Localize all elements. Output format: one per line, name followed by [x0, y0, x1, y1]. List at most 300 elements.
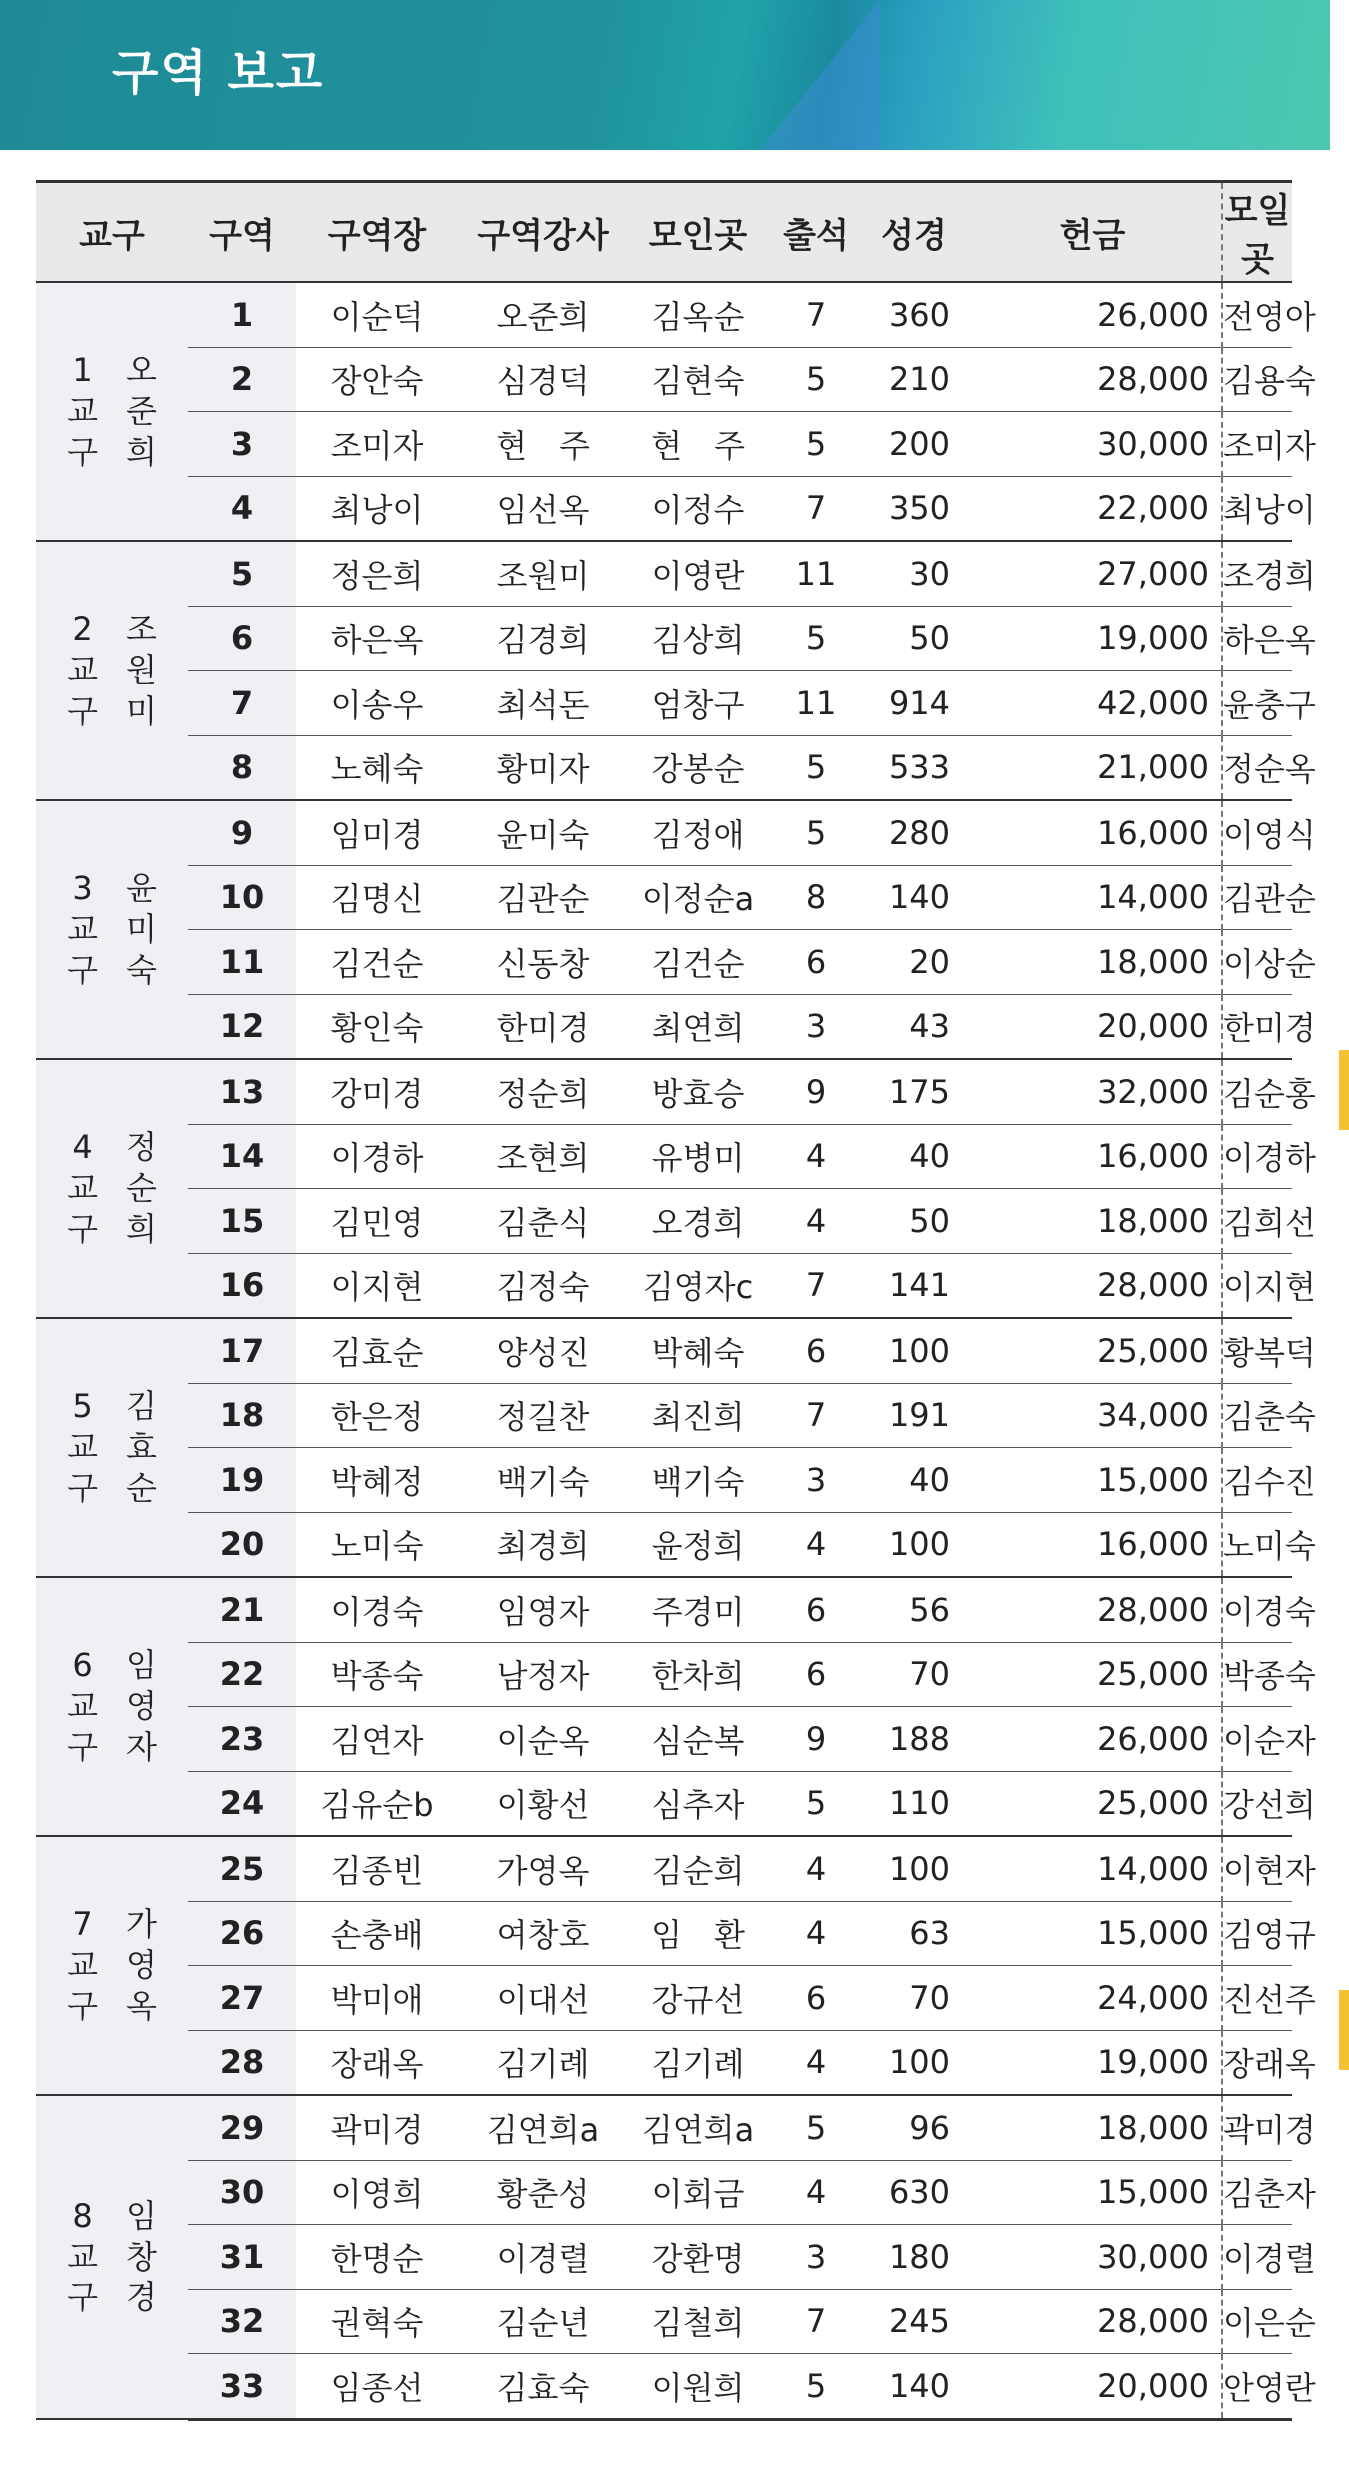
cell-teacher: 신동창 — [458, 930, 628, 995]
cell-guyeok-number: 6 — [188, 606, 296, 671]
cell-leader: 장안숙 — [296, 347, 458, 412]
cell-leader: 최낭이 — [296, 476, 458, 541]
cell-leader: 박혜정 — [296, 1448, 458, 1513]
table-row — [36, 1901, 1292, 1966]
cell-leader: 이경하 — [296, 1124, 458, 1189]
cell-offering: 14,000 — [964, 865, 1222, 930]
cell-guyeok-number: 1 — [188, 282, 296, 347]
cell-offering: 15,000 — [964, 2160, 1222, 2225]
cell-next-place: 이지현 — [1222, 1253, 1292, 1318]
cell-meeting-place: 심순복 — [628, 1707, 768, 1772]
cell-bible: 40 — [864, 1124, 964, 1189]
cell-offering: 21,000 — [964, 735, 1222, 800]
cell-leader: 정은희 — [296, 541, 458, 606]
cell-meeting-place: 이정수 — [628, 476, 768, 541]
cell-offering: 25,000 — [964, 1318, 1222, 1383]
cell-next-place: 곽미경 — [1222, 2095, 1292, 2160]
cell-next-place: 황복덕 — [1222, 1318, 1292, 1383]
cell-next-place: 최낭이 — [1222, 476, 1292, 541]
cell-guyeok-number: 31 — [188, 2225, 296, 2290]
cell-bible: 43 — [864, 994, 964, 1059]
cell-bible: 188 — [864, 1707, 964, 1772]
cell-meeting-place: 유병미 — [628, 1124, 768, 1189]
gyogu-leader-name: 임 영 자 — [126, 1646, 157, 1766]
cell-teacher: 김연희a — [458, 2095, 628, 2160]
cell-teacher: 정길찬 — [458, 1383, 628, 1448]
cell-next-place: 이은순 — [1222, 2289, 1292, 2354]
cell-next-place: 노미숙 — [1222, 1512, 1292, 1577]
cell-guyeok-number: 28 — [188, 2030, 296, 2095]
cell-leader: 황인숙 — [296, 994, 458, 1059]
cell-attendance: 5 — [768, 347, 864, 412]
cell-leader: 한은정 — [296, 1383, 458, 1448]
cell-offering: 28,000 — [964, 2289, 1222, 2354]
table-row — [36, 1642, 1292, 1707]
cell-attendance: 6 — [768, 1318, 864, 1383]
col-header-attendance: 출석 — [768, 182, 864, 283]
cell-offering: 28,000 — [964, 1577, 1222, 1642]
cell-next-place: 윤충구 — [1222, 671, 1292, 736]
cell-offering: 16,000 — [964, 800, 1222, 865]
cell-next-place: 조경희 — [1222, 541, 1292, 606]
cell-meeting-place: 김영자c — [628, 1253, 768, 1318]
cell-next-place: 김수진 — [1222, 1448, 1292, 1513]
table-row — [36, 1836, 1292, 1901]
cell-next-place: 이상순 — [1222, 930, 1292, 995]
cell-meeting-place: 한차희 — [628, 1642, 768, 1707]
cell-offering: 28,000 — [964, 1253, 1222, 1318]
cell-bible: 175 — [864, 1059, 964, 1124]
cell-guyeok-number: 20 — [188, 1512, 296, 1577]
cell-attendance: 5 — [768, 800, 864, 865]
cell-bible: 100 — [864, 2030, 964, 2095]
gyogu-cell — [36, 2095, 188, 2419]
cell-offering: 18,000 — [964, 1189, 1222, 1254]
gyogu-cell — [36, 1577, 188, 1836]
col-header-teacher: 구역강사 — [458, 182, 628, 283]
cell-next-place: 김영규 — [1222, 1901, 1292, 1966]
table-row — [36, 606, 1292, 671]
cell-offering: 18,000 — [964, 2095, 1222, 2160]
table-row — [36, 2095, 1292, 2160]
cell-teacher: 정순희 — [458, 1059, 628, 1124]
cell-bible: 100 — [864, 1836, 964, 1901]
col-header-guyeok: 구역 — [188, 182, 296, 283]
cell-leader: 김종빈 — [296, 1836, 458, 1901]
cell-bible: 63 — [864, 1901, 964, 1966]
table-row — [36, 735, 1292, 800]
table-row — [36, 541, 1292, 606]
cell-guyeok-number: 27 — [188, 1966, 296, 2031]
cell-attendance: 8 — [768, 865, 864, 930]
cell-offering: 16,000 — [964, 1512, 1222, 1577]
cell-offering: 25,000 — [964, 1642, 1222, 1707]
cell-attendance: 3 — [768, 2225, 864, 2290]
gyogu-label: 2 교 구 — [67, 610, 98, 730]
cell-guyeok-number: 12 — [188, 994, 296, 1059]
table-row — [36, 412, 1292, 477]
cell-attendance: 7 — [768, 1383, 864, 1448]
gyogu-label: 3 교 구 — [67, 869, 98, 989]
cell-meeting-place: 박혜숙 — [628, 1318, 768, 1383]
cell-meeting-place: 현 주 — [628, 412, 768, 477]
cell-guyeok-number: 15 — [188, 1189, 296, 1254]
cell-teacher: 황춘성 — [458, 2160, 628, 2225]
cell-teacher: 이대선 — [458, 1966, 628, 2031]
cell-guyeok-number: 14 — [188, 1124, 296, 1189]
cell-bible: 533 — [864, 735, 964, 800]
cell-offering: 19,000 — [964, 606, 1222, 671]
table-row — [36, 1577, 1292, 1642]
cell-attendance: 5 — [768, 412, 864, 477]
cell-leader: 김명신 — [296, 865, 458, 930]
cell-bible: 360 — [864, 282, 964, 347]
cell-leader: 노혜숙 — [296, 735, 458, 800]
cell-next-place: 이경렬 — [1222, 2225, 1292, 2290]
cell-meeting-place: 강규선 — [628, 1966, 768, 2031]
table-row — [36, 865, 1292, 930]
cell-meeting-place: 윤정희 — [628, 1512, 768, 1577]
cell-attendance: 11 — [768, 541, 864, 606]
table-row — [36, 800, 1292, 865]
cell-guyeok-number: 7 — [188, 671, 296, 736]
table-row — [36, 476, 1292, 541]
cell-meeting-place: 김옥순 — [628, 282, 768, 347]
cell-attendance: 3 — [768, 1448, 864, 1513]
cell-attendance: 4 — [768, 2030, 864, 2095]
cell-teacher: 김관순 — [458, 865, 628, 930]
cell-offering: 22,000 — [964, 476, 1222, 541]
cell-guyeok-number: 23 — [188, 1707, 296, 1772]
cell-next-place: 이경숙 — [1222, 1577, 1292, 1642]
cell-leader: 박종숙 — [296, 1642, 458, 1707]
cell-guyeok-number: 5 — [188, 541, 296, 606]
cell-offering: 18,000 — [964, 930, 1222, 995]
title-banner — [0, 0, 1330, 150]
cell-bible: 50 — [864, 606, 964, 671]
cell-bible: 180 — [864, 2225, 964, 2290]
cell-bible: 40 — [864, 1448, 964, 1513]
cell-next-place: 조미자 — [1222, 412, 1292, 477]
cell-leader: 김건순 — [296, 930, 458, 995]
page-edge-marker — [1339, 1050, 1349, 1130]
cell-meeting-place: 강환명 — [628, 2225, 768, 2290]
cell-leader: 조미자 — [296, 412, 458, 477]
cell-teacher: 이황선 — [458, 1771, 628, 1836]
cell-offering: 42,000 — [964, 671, 1222, 736]
cell-teacher: 여창호 — [458, 1901, 628, 1966]
cell-attendance: 4 — [768, 1512, 864, 1577]
cell-meeting-place: 방효승 — [628, 1059, 768, 1124]
cell-meeting-place: 김순희 — [628, 1836, 768, 1901]
cell-next-place: 정순옥 — [1222, 735, 1292, 800]
cell-meeting-place: 이회금 — [628, 2160, 768, 2225]
cell-teacher: 백기숙 — [458, 1448, 628, 1513]
gyogu-leader-name: 가 영 옥 — [126, 1905, 157, 2025]
gyogu-cell — [36, 1318, 188, 1577]
cell-bible: 30 — [864, 541, 964, 606]
cell-leader: 곽미경 — [296, 2095, 458, 2160]
cell-leader: 권혁숙 — [296, 2289, 458, 2354]
cell-leader: 이순덕 — [296, 282, 458, 347]
gyogu-leader-name: 김 효 순 — [126, 1387, 157, 1507]
cell-leader: 김유순b — [296, 1771, 458, 1836]
cell-bible: 50 — [864, 1189, 964, 1254]
cell-next-place: 한미경 — [1222, 994, 1292, 1059]
cell-attendance: 7 — [768, 1253, 864, 1318]
cell-guyeok-number: 26 — [188, 1901, 296, 1966]
cell-next-place: 장래옥 — [1222, 2030, 1292, 2095]
cell-teacher: 가영옥 — [458, 1836, 628, 1901]
cell-bible: 914 — [864, 671, 964, 736]
cell-teacher: 심경덕 — [458, 347, 628, 412]
gyogu-leader-name: 임 창 경 — [126, 2196, 157, 2317]
gyogu-label: 8 교 구 — [67, 2196, 98, 2317]
cell-next-place: 김춘자 — [1222, 2160, 1292, 2225]
cell-next-place: 김춘숙 — [1222, 1383, 1292, 1448]
col-header-gyogu: 교구 — [36, 182, 188, 283]
cell-meeting-place: 백기숙 — [628, 1448, 768, 1513]
cell-bible: 280 — [864, 800, 964, 865]
cell-guyeok-number: 18 — [188, 1383, 296, 1448]
cell-bible: 350 — [864, 476, 964, 541]
cell-next-place: 김관순 — [1222, 865, 1292, 930]
col-header-meeting-place: 모인곳 — [628, 182, 768, 283]
cell-next-place: 진선주 — [1222, 1966, 1292, 2031]
cell-next-place: 하은옥 — [1222, 606, 1292, 671]
cell-bible: 70 — [864, 1966, 964, 2031]
cell-leader: 이영희 — [296, 2160, 458, 2225]
cell-next-place: 김희선 — [1222, 1189, 1292, 1254]
district-report-table — [36, 180, 1316, 2421]
cell-meeting-place: 오경희 — [628, 1189, 768, 1254]
table-row — [36, 2160, 1292, 2225]
table-row — [36, 1059, 1292, 1124]
cell-offering: 28,000 — [964, 347, 1222, 412]
cell-next-place: 박종숙 — [1222, 1642, 1292, 1707]
cell-offering: 20,000 — [964, 994, 1222, 1059]
cell-leader: 손충배 — [296, 1901, 458, 1966]
cell-meeting-place: 이영란 — [628, 541, 768, 606]
table-row — [36, 1707, 1292, 1772]
cell-meeting-place: 임 환 — [628, 1901, 768, 1966]
cell-next-place: 강선희 — [1222, 1771, 1292, 1836]
cell-attendance: 4 — [768, 1901, 864, 1966]
cell-offering: 26,000 — [964, 282, 1222, 347]
col-header-bible: 성경 — [864, 182, 964, 283]
cell-offering: 26,000 — [964, 1707, 1222, 1772]
table-row — [36, 1318, 1292, 1383]
cell-attendance: 7 — [768, 476, 864, 541]
col-header-offering: 헌금 — [964, 182, 1222, 283]
cell-attendance: 4 — [768, 1189, 864, 1254]
cell-next-place: 이순자 — [1222, 1707, 1292, 1772]
cell-offering: 27,000 — [964, 541, 1222, 606]
cell-guyeok-number: 4 — [188, 476, 296, 541]
cell-attendance: 6 — [768, 1577, 864, 1642]
cell-teacher: 양성진 — [458, 1318, 628, 1383]
cell-teacher: 남정자 — [458, 1642, 628, 1707]
cell-guyeok-number: 9 — [188, 800, 296, 865]
cell-offering: 25,000 — [964, 1771, 1222, 1836]
cell-attendance: 5 — [768, 606, 864, 671]
cell-attendance: 9 — [768, 1059, 864, 1124]
cell-attendance: 7 — [768, 2289, 864, 2354]
cell-bible: 96 — [864, 2095, 964, 2160]
table-row — [36, 930, 1292, 995]
cell-guyeok-number: 3 — [188, 412, 296, 477]
col-header-next-place: 모일곳 — [1222, 182, 1292, 283]
cell-attendance: 5 — [768, 1771, 864, 1836]
cell-bible: 70 — [864, 1642, 964, 1707]
cell-meeting-place: 이원희 — [628, 2354, 768, 2420]
cell-bible: 110 — [864, 1771, 964, 1836]
cell-leader: 노미숙 — [296, 1512, 458, 1577]
table-row — [36, 1512, 1292, 1577]
cell-teacher: 김기례 — [458, 2030, 628, 2095]
gyogu-label: 1 교 구 — [67, 351, 98, 471]
cell-bible: 100 — [864, 1318, 964, 1383]
cell-meeting-place: 김건순 — [628, 930, 768, 995]
cell-leader: 임미경 — [296, 800, 458, 865]
cell-teacher: 조원미 — [458, 541, 628, 606]
cell-teacher: 김효숙 — [458, 2354, 628, 2420]
cell-meeting-place: 김철희 — [628, 2289, 768, 2354]
cell-bible: 141 — [864, 1253, 964, 1318]
cell-guyeok-number: 17 — [188, 1318, 296, 1383]
page-edge-marker — [1339, 1990, 1349, 2070]
cell-leader: 박미애 — [296, 1966, 458, 2031]
cell-teacher: 김춘식 — [458, 1189, 628, 1254]
cell-meeting-place: 이정순a — [628, 865, 768, 930]
cell-teacher: 임영자 — [458, 1577, 628, 1642]
cell-guyeok-number: 25 — [188, 1836, 296, 1901]
cell-meeting-place: 김현숙 — [628, 347, 768, 412]
cell-next-place: 전영아 — [1222, 282, 1292, 347]
gyogu-label: 5 교 구 — [67, 1387, 98, 1507]
cell-meeting-place: 김기례 — [628, 2030, 768, 2095]
table-row — [36, 2354, 1292, 2420]
cell-meeting-place: 강봉순 — [628, 735, 768, 800]
cell-bible: 191 — [864, 1383, 964, 1448]
cell-leader: 한명순 — [296, 2225, 458, 2290]
cell-next-place: 이경하 — [1222, 1124, 1292, 1189]
cell-leader: 김효순 — [296, 1318, 458, 1383]
cell-guyeok-number: 11 — [188, 930, 296, 995]
cell-attendance: 4 — [768, 1836, 864, 1901]
cell-guyeok-number: 13 — [188, 1059, 296, 1124]
table-header-row — [36, 182, 1292, 283]
gyogu-cell — [36, 282, 188, 541]
cell-bible: 245 — [864, 2289, 964, 2354]
gyogu-cell — [36, 800, 188, 1059]
cell-guyeok-number: 22 — [188, 1642, 296, 1707]
cell-teacher: 김순년 — [458, 2289, 628, 2354]
cell-meeting-place: 주경미 — [628, 1577, 768, 1642]
cell-teacher: 오준희 — [458, 282, 628, 347]
cell-attendance: 5 — [768, 2095, 864, 2160]
cell-next-place: 이현자 — [1222, 1836, 1292, 1901]
cell-bible: 140 — [864, 2354, 964, 2420]
cell-guyeok-number: 19 — [188, 1448, 296, 1513]
banner-decoration — [760, 0, 880, 150]
table-row — [36, 1383, 1292, 1448]
cell-teacher: 윤미숙 — [458, 800, 628, 865]
gyogu-cell — [36, 1836, 188, 2095]
cell-teacher: 김경희 — [458, 606, 628, 671]
table-row — [36, 1253, 1292, 1318]
page-title: 구역 보고 — [112, 45, 325, 101]
cell-offering: 20,000 — [964, 2354, 1222, 2420]
cell-guyeok-number: 32 — [188, 2289, 296, 2354]
gyogu-leader-name: 윤 미 숙 — [126, 869, 157, 989]
cell-next-place: 김용숙 — [1222, 347, 1292, 412]
table-row — [36, 2030, 1292, 2095]
cell-offering: 15,000 — [964, 1448, 1222, 1513]
cell-bible: 140 — [864, 865, 964, 930]
cell-attendance: 5 — [768, 2354, 864, 2420]
cell-attendance: 6 — [768, 1966, 864, 2031]
cell-next-place: 이영식 — [1222, 800, 1292, 865]
gyogu-leader-name: 조 원 미 — [126, 610, 157, 730]
cell-attendance: 9 — [768, 1707, 864, 1772]
cell-bible: 20 — [864, 930, 964, 995]
cell-offering: 30,000 — [964, 412, 1222, 477]
cell-offering: 16,000 — [964, 1124, 1222, 1189]
cell-leader: 이송우 — [296, 671, 458, 736]
gyogu-leader-name: 정 순 희 — [126, 1128, 157, 1248]
cell-guyeok-number: 30 — [188, 2160, 296, 2225]
gyogu-label: 7 교 구 — [67, 1905, 98, 2025]
cell-teacher: 현 주 — [458, 412, 628, 477]
cell-guyeok-number: 16 — [188, 1253, 296, 1318]
cell-meeting-place: 엄창구 — [628, 671, 768, 736]
cell-leader: 임종선 — [296, 2354, 458, 2420]
cell-bible: 56 — [864, 1577, 964, 1642]
cell-bible: 200 — [864, 412, 964, 477]
cell-guyeok-number: 29 — [188, 2095, 296, 2160]
gyogu-label: 6 교 구 — [67, 1646, 98, 1766]
table-row — [36, 2289, 1292, 2354]
gyogu-label: 4 교 구 — [67, 1128, 98, 1248]
cell-attendance: 6 — [768, 930, 864, 995]
cell-offering: 19,000 — [964, 2030, 1222, 2095]
cell-attendance: 3 — [768, 994, 864, 1059]
table-row — [36, 347, 1292, 412]
cell-leader: 하은옥 — [296, 606, 458, 671]
cell-next-place: 안영란 — [1222, 2354, 1292, 2420]
cell-guyeok-number: 10 — [188, 865, 296, 930]
cell-offering: 30,000 — [964, 2225, 1222, 2290]
cell-teacher: 김정숙 — [458, 1253, 628, 1318]
cell-leader: 이경숙 — [296, 1577, 458, 1642]
cell-teacher: 임선옥 — [458, 476, 628, 541]
cell-leader: 이지현 — [296, 1253, 458, 1318]
cell-attendance: 4 — [768, 2160, 864, 2225]
cell-meeting-place: 김연희a — [628, 2095, 768, 2160]
cell-next-place: 김순홍 — [1222, 1059, 1292, 1124]
cell-leader: 김민영 — [296, 1189, 458, 1254]
table-row — [36, 1448, 1292, 1513]
cell-meeting-place: 최진희 — [628, 1383, 768, 1448]
cell-teacher: 황미자 — [458, 735, 628, 800]
cell-meeting-place: 김상희 — [628, 606, 768, 671]
table-row — [36, 282, 1292, 347]
cell-guyeok-number: 24 — [188, 1771, 296, 1836]
cell-offering: 34,000 — [964, 1383, 1222, 1448]
cell-bible: 210 — [864, 347, 964, 412]
table-row — [36, 1124, 1292, 1189]
